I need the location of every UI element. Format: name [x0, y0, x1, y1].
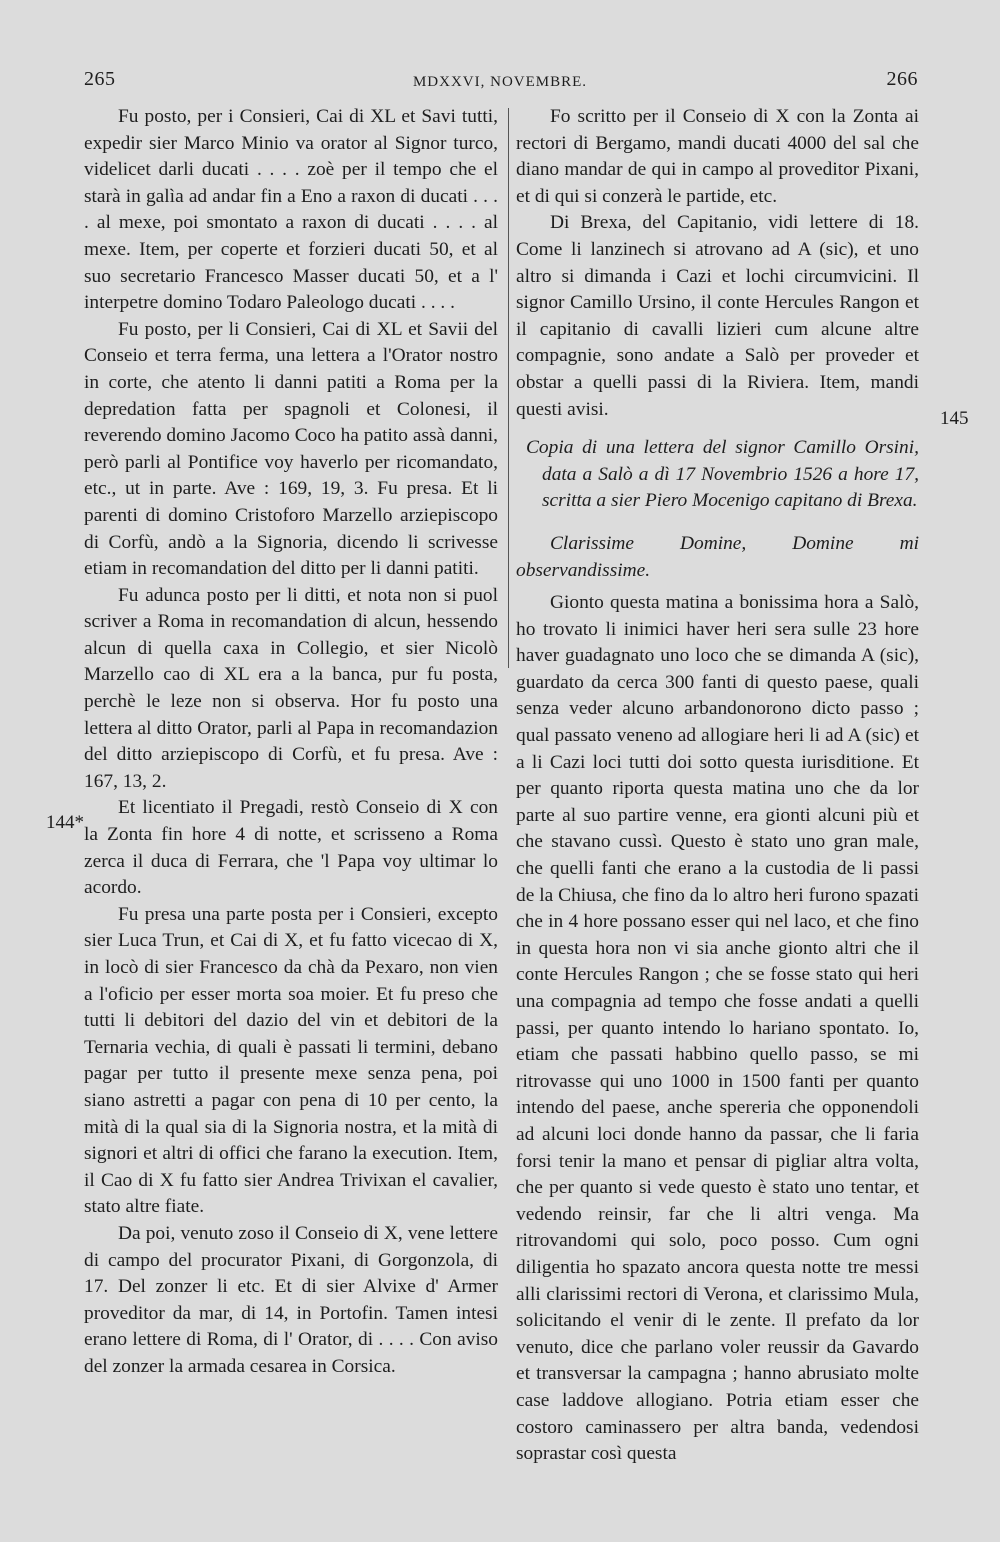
margin-note-left: 144*	[46, 812, 84, 833]
paragraph: Fo scritto per il Conseio di X con la Zonta ai rectori di Bergamo, mandi ducati 4000 del sal che diano mandar de qui in campo al proveditor Pixani, et di qui si conzerà le partide, etc.	[516, 106, 919, 207]
paragraph: Fu presa una parte posta per i Consieri, excepto sier Luca Trun, et Cai di X, et fu fatto vicecao di X, in locò di sier Francesco da chà da Pexaro, non vien a l'oficio per esser morta soa moier. Et fu preso che tutti li debitori del dazio del vin et debitori de la Ternaria vechia, di quali è passati li termini, debano pagar per tutto il presente mexe senza pena, poi siano astretti a pagar con pena di 10 per cento, la mità di la qual sia di la Signoria nostra, et la mità di signori et altri di offici che farano la execution. Item, il Cao di X fu fatto sier Andrea Trivixan el cavalier, stato altre fiate.	[84, 903, 498, 1218]
right-column	[516, 104, 919, 1468]
running-title: MDXXVI, NOVEMBRE.	[412, 74, 588, 90]
paragraph: Di Brexa, del Capitanio, vidi lettere di 18. Come li lanzinech si atrovano ad A (sic), et uno altro si dimanda i Cazi et lochi circumvicini. Il signor Camillo Ursino, il conte Hercules Rangon et il capitanio di cavalli lizieri cum alcune altre compagnie, sono andate a Salò per proveder et obstar a quelli passi di la Riviera. Item, mandi questi avisi.	[516, 212, 919, 420]
margin-note-right: 145	[940, 408, 969, 429]
letter-heading: Copia di una lettera del signor Camillo Orsini, data a Salò a dì 17 Novembrio 1526 a hore 17, scritta a sier Piero Mocenigo capitano di Brexa.	[526, 437, 919, 512]
left-column	[84, 104, 498, 1381]
paragraph: Fu posto, per i Consieri, Cai di XL et Savi tutti, expedir sier Marco Minio va orator al Signor turco, videlicet darli ducati . . . . zoè per il tempo che el starà in galìa ad andar fin a Eno a raxon di ducati . . . . al mexe, poi smontato a raxon di ducati . . . . al mexe. Item, per coperte et forzieri ducati 50, et al suo secretario Francesco Masser ducati 50, et a l' interpetre domino Todaro Paleologo ducati . . . .	[84, 106, 498, 314]
right-page-number: 266	[886, 68, 918, 90]
paragraph: Gionto questa matina a bonissima hora a Salò, ho trovato li inimici haver heri sera sulle 23 hore haver guadagnato uno loco che se dimanda A (sic), guardato da cerca 300 fanti di questo paese, quali senza veder alcuno arbandonorono dicto passo ; qual passato veneno ad allogiare heri li ad A (sic) et a li Cazi loci tutti doi sotto questa iurisditione. Et per quanto riporta questa matina uno che da lor parte al suo partire venne, era gionti alcuni più et che stavano cussì. Questo è stato uno gran male, che quelli fanti che erano a la custodia de li passi de la Chiusa, che fino da lo altro heri furono spazati che in 4 hore possano esser qui nel laco, et che fino in questa hora non vi sia anche gionto altri che il conte Hercules Rangon ; che se fosse stato qui heri una compagnia ad tempo che fosse andati a quelli passi, per quanto intendo lo hariano spontato. Io, etiam che passati habbino quello passo, se mi ritrovasse qui uno 1000 in 1500 fanti per quanto intendo del paese, anche spereria che opponendoli ad alcuni loci donde hanno da passar, che li faria forsi tenir la mano et pensar di pigliar altra volta, che per quanto si vede questo è stato uno tentar, et vedendo reinsir, far che li altri venga. Ma ritrovandomi qui solo, poco posso. Cum ogni diligentia ho spazato ancora questa notte tre messi alli clarissimi rectori di Verona, et clarissimo Mula, solicitando el venir di le zente. Il prefato da lor venuto, dice che parlano voler reussir da Gavardo et transversar la campagna ; hanno abrusiato molte case laddove allogiano. Potria etiam esser che costoro caminassero per altra banda, vedendosi soprastar così questa	[516, 592, 919, 1465]
paragraph: Da poi, venuto zoso il Conseio di X, vene lettere di campo del procurator Pixani, di Gorgonzola, di 17. Del zonzer li etc. Et di sier Alvixe d' Armer proveditor da mar, di 14, in Portofin. Tamen intesi erano lettere di Roma, di l' Orator, di . . . . Con aviso del zonzer la armada cesarea in Corsica.	[84, 1222, 498, 1377]
paragraph: Fu adunca posto per li ditti, et nota non si puol scriver a Roma in recomandation di alcun, hessendo alcun di quella caxa in Collegio, et sier Nicolò Marzello cao di XL era a la banca, pur fu posta, perchè le leze non si observa. Hor fu posto una lettera al ditto Orator, parli al Papa in recomandazion del ditto arziepiscopo di Corfù, et fu presa. Ave : 167, 13, 2.	[84, 584, 498, 792]
left-page-number: 265	[84, 68, 116, 90]
column-divider	[508, 108, 509, 668]
letter-salutation: Clarissime Domine, Domine mi observandissime.	[516, 532, 919, 581]
paragraph: Fu posto, per li Consieri, Cai di XL et Savii del Conseio et terra ferma, una lettera a l'Orator nostro in corte, che atento li danni patiti a Roma per la depredation fatta per spagnoli et Colonesi, il reverendo domino Jacomo Coco ha patito assà danni, però parli al Pontifice voy haverlo per ricomandato, etc., ut in parte. Ave : 169, 19, 3. Fu presa. Et li parenti di domino Cristoforo Marzello arziepiscopo di Corfù, andò a la Signoria, dicendo li scrivesse etiam in recomandation del ditto per li danni patiti.	[84, 318, 498, 580]
paragraph: Et licentiato il Pregadi, restò Conseio di X con la Zonta fin hore 4 di notte, et scrisseno a Roma zerca il duca di Ferrara, che 'l Papa voy ultimar lo acordo.	[84, 797, 498, 899]
